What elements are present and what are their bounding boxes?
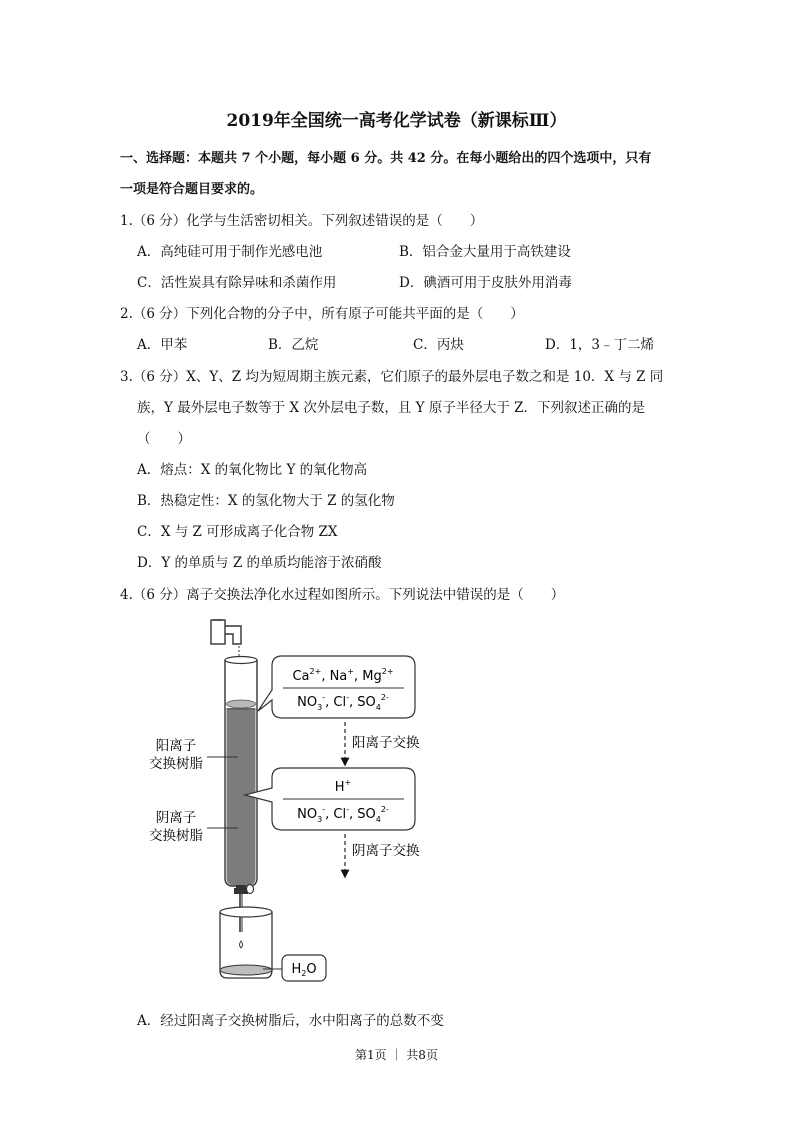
question-4-option-a: A．经过阳离子交换树脂后，水中阳离子的总数不变 bbox=[137, 1013, 444, 1029]
question-2-option-a: A．甲苯 bbox=[137, 337, 188, 353]
box2-anions: $NO_3^-$, Cl-, $SO_4^{2-}$ bbox=[297, 805, 389, 824]
h2o-label: $H_2O$ bbox=[291, 962, 317, 978]
section-heading-line2: 一项是符合题目要求的。 bbox=[120, 182, 264, 197]
anion-exchange-label: 阴离子交换 bbox=[352, 843, 420, 859]
section-heading-line1: 一、选择题：本题共 7 个小题，每小题 6 分。共 42 分。在每小题给出的四个选项中，只有 bbox=[120, 151, 652, 166]
question-1-option-c: C．活性炭具有除异味和杀菌作用 bbox=[137, 275, 337, 291]
question-3-stem-line2: 族，Y 最外层电子数等于 X 次外层电子数，且 Y 原子半径大于 Z．下列叙述正确的是 bbox=[137, 400, 646, 416]
question-1-option-a: A．高纯硅可用于制作光感电池 bbox=[137, 244, 323, 260]
faucet-icon bbox=[211, 620, 241, 644]
question-3-option-a: A．熔点：X 的氧化物比 Y 的氧化物高 bbox=[137, 462, 368, 478]
anion-resin-label-line1: 阴离子 bbox=[155, 810, 197, 826]
beaker-icon bbox=[220, 907, 272, 978]
cation-resin-label-line2: 交换树脂 bbox=[149, 756, 203, 772]
question-2-stem: 2.（6 分）下列化合物的分子中，所有原子可能共平面的是（ ） bbox=[120, 306, 524, 322]
page-footer: 第1页 ｜ 共8页 bbox=[355, 1048, 438, 1062]
callout-box-after-cation-exchange bbox=[245, 768, 415, 830]
box2-cation: H+ bbox=[334, 778, 352, 795]
callout-box-before-exchange bbox=[258, 656, 415, 718]
question-3-stem-line3: （ ） bbox=[137, 431, 191, 447]
question-3-option-d: D．Y 的单质与 Z 的单质均能溶于浓硝酸 bbox=[137, 555, 382, 571]
question-3-option-b: B．热稳定性：X 的氢化物大于 Z 的氢化物 bbox=[137, 493, 395, 509]
anion-resin-label-line2: 交换树脂 bbox=[149, 828, 203, 844]
box1-anions: $NO_3^-$, Cl-, $SO_4^{2-}$ bbox=[297, 693, 389, 712]
cation-resin-label-line1: 阳离子 bbox=[155, 738, 197, 754]
question-1-stem: 1.（6 分）化学与生活密切相关。下列叙述错误的是（ ） bbox=[120, 213, 484, 229]
question-1-option-b: B．铝合金大量用于高铁建设 bbox=[399, 244, 571, 260]
water-drop-icon bbox=[240, 941, 243, 948]
question-2-option-d: D．1，3﹣丁二烯 bbox=[545, 337, 655, 353]
question-4-stem: 4.（6 分）离子交换法净化水过程如图所示。下列说法中错误的是（ ） bbox=[120, 587, 565, 603]
page-title: 2019年全国统一高考化学试卷（新课标Ⅲ） bbox=[226, 111, 567, 131]
question-3-option-c: C．X 与 Z 可形成离子化合物 ZX bbox=[137, 524, 338, 540]
exchange-column bbox=[225, 657, 257, 887]
question-3-stem-line1: 3.（6 分）X、Y、Z 均为短周期主族元素，它们原子的最外层电子数之和是 10．X 与 Z 同 bbox=[120, 369, 664, 385]
cation-exchange-label: 阳离子交换 bbox=[352, 735, 420, 751]
question-2-option-c: C．丙炔 bbox=[413, 337, 464, 353]
question-1-option-d: D．碘酒可用于皮肤外用消毒 bbox=[399, 275, 572, 291]
box1-cations: $Ca^{2+}$, Na+, $Mg^{2+}$ bbox=[292, 667, 394, 684]
question-2-option-b: B．乙烷 bbox=[268, 337, 319, 353]
